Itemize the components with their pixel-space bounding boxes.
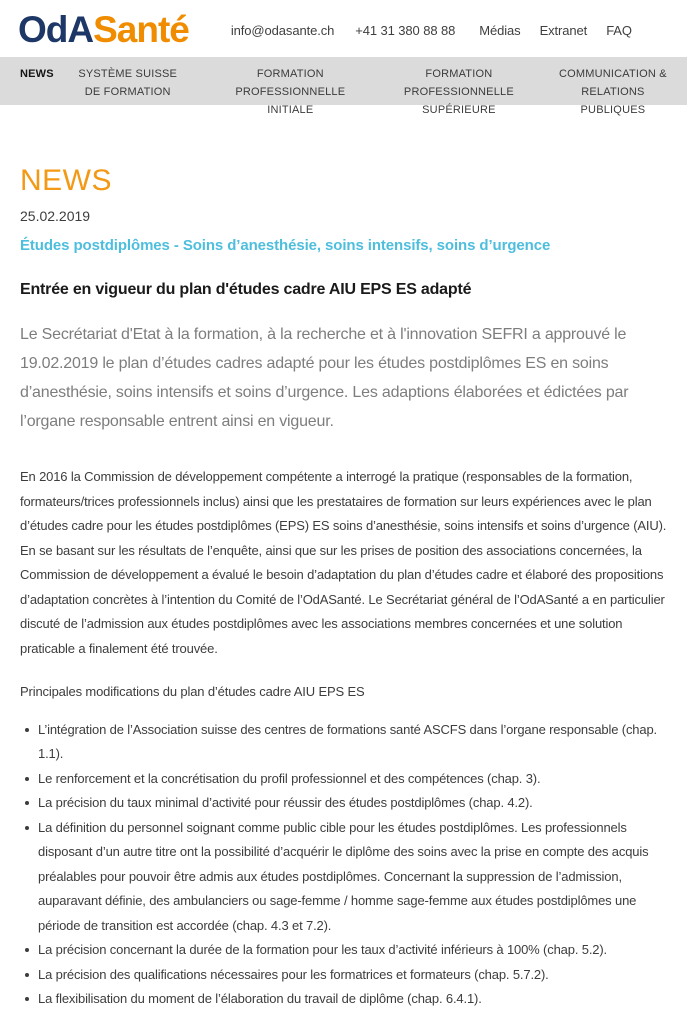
list-item: La précision concernant la durée de la formation pour les taux d’activité inférieurs à 100% (chap. 5.2). xyxy=(20,938,670,963)
main-nav xyxy=(0,57,687,116)
modifications-list xyxy=(20,718,670,1012)
nav-item-formation-professionnelle-initiale[interactable]: FORMATION PROFESSIONNELLE INITIALE xyxy=(235,68,346,116)
list-item: La précision du taux minimal d’activité pour réussir des études postdiplômes (chap. 4.2). xyxy=(20,791,670,816)
article-lead: Le Secrétariat d'Etat à la formation, à la recherche et à l'innovation SEFRI a approuvé le 19.02.2019 le plan d’études cadres adapté pour les études postdiplômes ES en soins d’anesthésie, soins intensifs et soins d’urgence. Les adaptions élaborées et édictées par l’organe responsable entrent ainsi en vigueur. xyxy=(20,326,629,430)
article-title: Entrée en vigueur du plan d'études cadre AIU EPS ES adapté xyxy=(20,281,472,298)
article-body: En 2016 la Commission de développement compétente a interrogé la pratique (responsables de la formation, formateurs/trices professionnels inclus) ainsi que les prestataires de formation sur leurs expériences avec le plan d’études cadre pour les études postdiplômes (EPS) ES soins d’anesthésie, soins intensifs et soins d’urgence (AIU). En se basant sur les résultats de l’enquête, ainsi que sur les prises de position des associations concernées, la Commission de développement a évalué le besoin d’adaptation du plan d’études cadre et élaboré des propositions d’adaptation concrètes à l’intention du Comité de l’OdASanté. Le Secrétariat général de l’OdASanté a en particulier discuté de l’admission aux études postdiplômes avec les associations membres concernées et une solution praticable a finalement été trouvée. xyxy=(20,469,667,656)
phone-link[interactable]: +41 31 380 88 88 xyxy=(355,23,456,38)
logo-text-blue: OdA xyxy=(18,9,94,50)
list-intro: Principales modifications du plan d’études cadre AIU EPS ES xyxy=(20,684,365,699)
nav-item-formation-professionnelle-superieure[interactable]: FORMATION PROFESSIONNELLE SUPÉRIEURE xyxy=(403,68,514,116)
nav-item-communication-relations-publiques[interactable]: COMMUNICATION & RELATIONS PUBLIQUES xyxy=(558,68,667,116)
header-links xyxy=(231,23,632,38)
logo-text-orange: Santé xyxy=(93,9,189,50)
site-logo[interactable] xyxy=(18,11,189,48)
list-item: Le renforcement et la concrétisation du profil professionnel et des compétences (chap. 3). xyxy=(20,767,670,792)
extranet-link[interactable]: Extranet xyxy=(539,23,588,38)
list-item: La définition du personnel soignant comme public cible pour les études postdiplômes. Les professionnels disposant d’un autre titre ont la possibilité d’acquérir le diplôme des soins avec la prise en compte des acquis préalables pour pouvoir être admis aux études postdiplômes. Concernant la suppression de l’admission, auparavant définie, des ambulanciers ou sage-femme / homme sage-femme aux études postdiplômes une période de transition est accordée (chap. 4.3 et 7.2). xyxy=(20,816,670,939)
page-title: NEWS xyxy=(20,164,112,197)
nav-item-systeme-suisse-de-formation[interactable]: SYSTÈME SUISSE DE FORMATION xyxy=(78,68,178,98)
article-date: 25.02.2019 xyxy=(20,208,91,224)
list-item: L’intégration de l’Association suisse des centres de formations santé ASCFS dans l’organe responsable (chap. 1.1). xyxy=(20,718,670,767)
list-item: La précision des qualifications nécessaires pour les formatrices et formateurs (chap. 5.7.2). xyxy=(20,963,670,988)
site-header xyxy=(0,0,687,57)
medias-link[interactable]: Médias xyxy=(479,23,521,38)
main-content xyxy=(0,163,687,1012)
list-item: La flexibilisation du moment de l’élaboration du travail de diplôme (chap. 6.4.1). xyxy=(20,987,670,1012)
faq-link[interactable]: FAQ xyxy=(606,23,632,38)
email-link[interactable]: info@odasante.ch xyxy=(230,23,335,38)
nav-item-news[interactable]: NEWS xyxy=(20,68,54,80)
article-category-link[interactable]: Études postdiplômes - Soins d’anesthésie, soins intensifs, soins d’urgence xyxy=(20,237,551,254)
